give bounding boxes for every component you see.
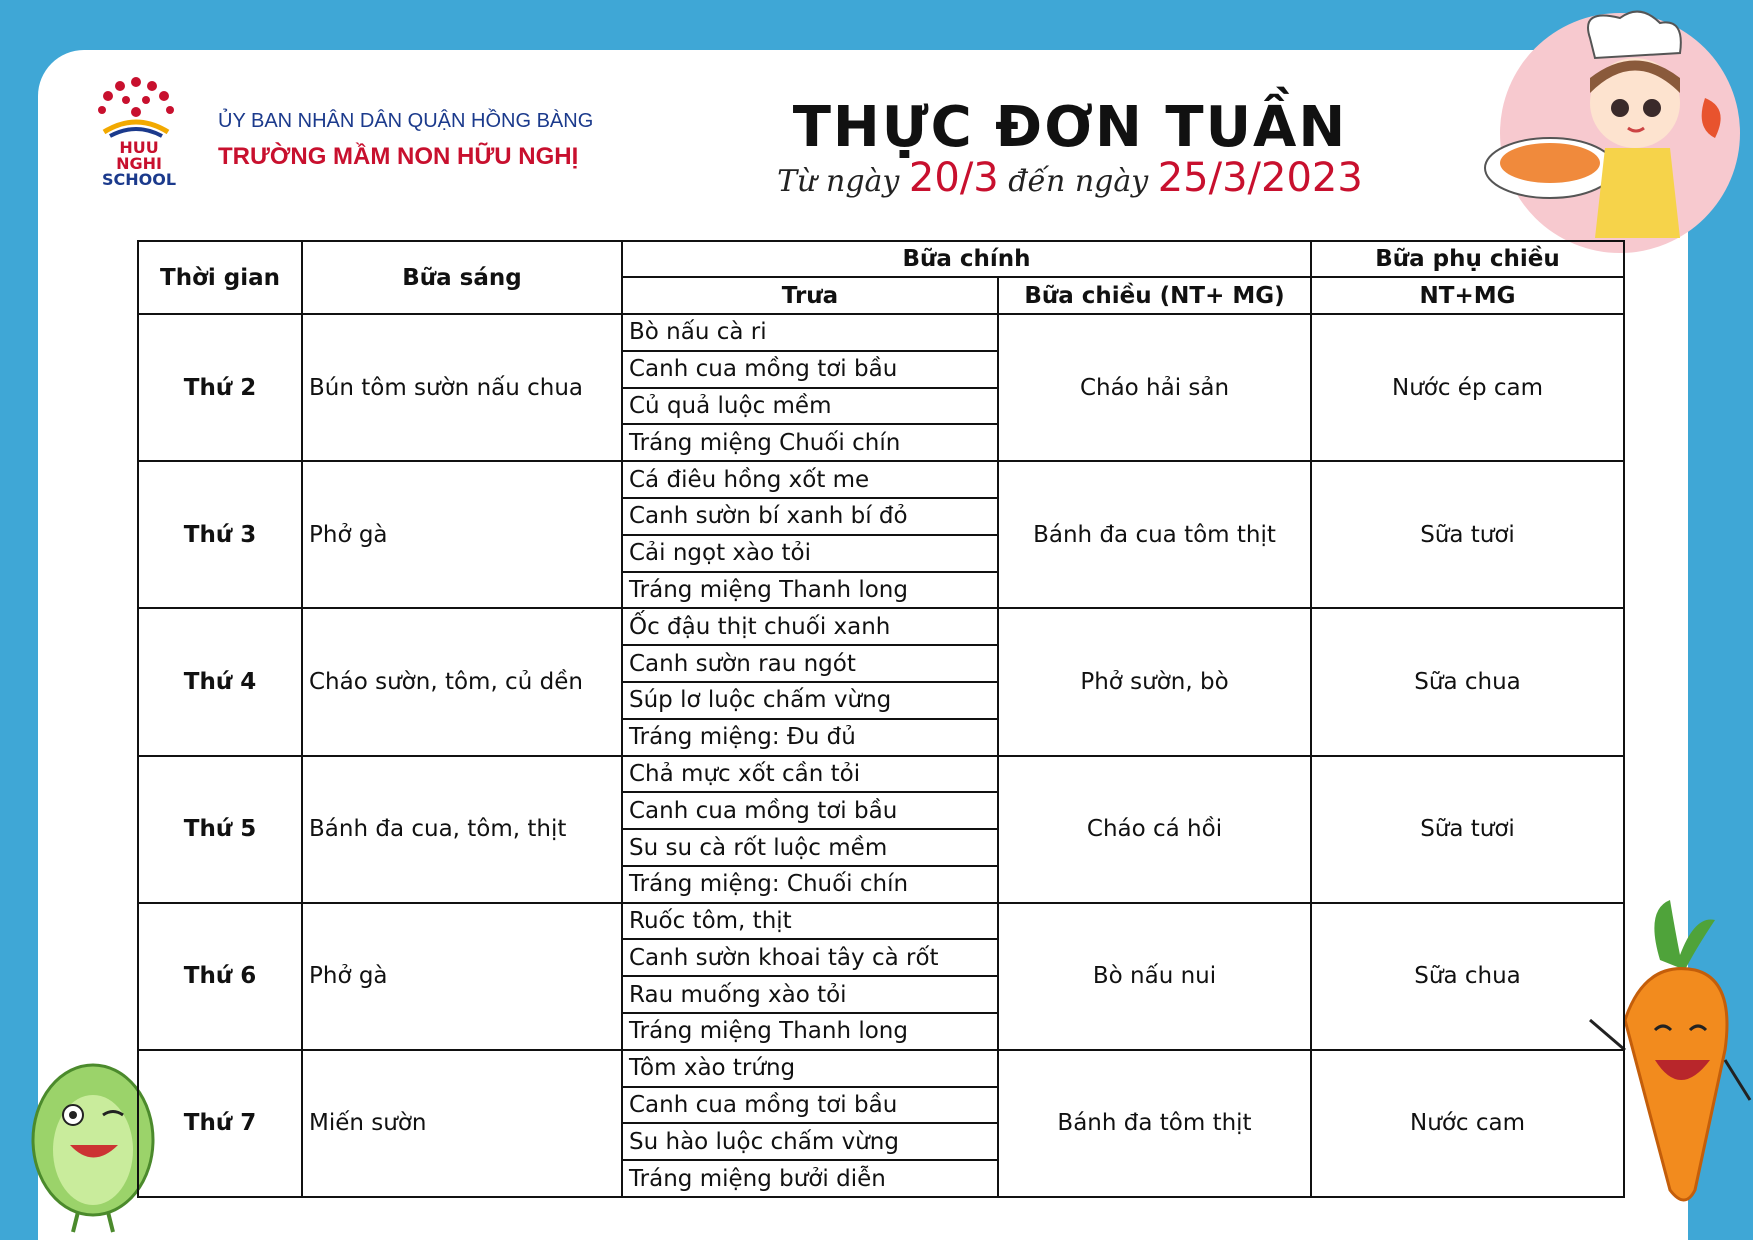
- breakfast-cell: Phở gà: [302, 903, 622, 1050]
- day-cell: Thứ 6: [138, 903, 302, 1050]
- lunch-item: Cá điêu hồng xốt me: [623, 462, 997, 499]
- date-to: 25/3/2023: [1157, 155, 1363, 201]
- snack-cell: Nước ép cam: [1311, 314, 1624, 461]
- lunch-list: [623, 462, 997, 607]
- menu-table: [137, 240, 1625, 1198]
- lunch-item: Canh sườn bí xanh bí đỏ: [623, 499, 997, 536]
- header-lunch: Trưa: [622, 277, 998, 314]
- org-line1: ỦY BAN NHÂN DÂN QUẬN HỒNG BÀNG: [218, 110, 594, 132]
- lunch-item: Tráng miệng: Đu đủ: [629, 724, 856, 751]
- lunch-cell: [622, 756, 998, 903]
- date-from: 20/3: [908, 155, 999, 201]
- header-afternoon: Bữa chiều (NT+ MG): [998, 277, 1311, 314]
- lunch-item: Tráng miệng: Chuối chín: [629, 871, 909, 898]
- page-title: THỰC ĐƠN TUẦN: [792, 95, 1348, 160]
- lunch-item: Canh sườn khoai tây cà rốt: [623, 940, 997, 977]
- table-row: [138, 461, 1624, 608]
- lunch-item: Canh sườn rau ngót: [623, 646, 997, 683]
- lunch-item: Ruốc tôm, thịt: [623, 904, 997, 941]
- afternoon-cell: Bò nấu nui: [998, 903, 1311, 1050]
- logo-line2: SCHOOL: [101, 170, 177, 189]
- lunch-item: Su hào luộc chấm vừng: [623, 1124, 997, 1161]
- header-time: Thời gian: [138, 241, 302, 314]
- snack-cell: Sữa chua: [1311, 608, 1624, 755]
- lunch-item: Chả mực xốt cần tỏi: [623, 757, 997, 794]
- lunch-item: Tráng miệng Thanh long: [629, 1018, 908, 1045]
- table-row: [138, 903, 1624, 1050]
- header-main-meal: Bữa chính: [622, 241, 1311, 277]
- lunch-item: Tôm xào trứng: [623, 1051, 997, 1088]
- lunch-item: Cải ngọt xào tỏi: [623, 536, 997, 573]
- lunch-item: Tráng miệng Chuối chín: [629, 429, 901, 456]
- afternoon-cell: Cháo cá hồi: [998, 756, 1311, 903]
- breakfast-cell: Miến sườn: [302, 1050, 622, 1197]
- snack-cell: Sữa chua: [1311, 903, 1624, 1050]
- subtitle-from: Từ ngày: [777, 164, 900, 199]
- lunch-item: Canh cua mồng tơi bầu: [623, 793, 997, 830]
- header-breakfast: Bữa sáng: [302, 241, 622, 314]
- date-range: [740, 155, 1400, 201]
- afternoon-cell: Phở sườn, bò: [998, 608, 1311, 755]
- lunch-cell: [622, 461, 998, 608]
- breakfast-cell: Bún tôm sườn nấu chua: [302, 314, 622, 461]
- chef-girl-illustration: [1470, 8, 1750, 270]
- snack-cell: Nước cam: [1311, 1050, 1624, 1197]
- lunch-item: Canh cua mồng tơi bầu: [623, 1088, 997, 1125]
- snack-cell: Sữa tươi: [1311, 756, 1624, 903]
- breakfast-cell: Cháo sườn, tôm, củ dền: [302, 608, 622, 755]
- lunch-item: Súp lơ luộc chấm vừng: [623, 683, 997, 720]
- subtitle-to: đến ngày: [1008, 164, 1149, 199]
- day-cell: Thứ 7: [138, 1050, 302, 1197]
- lunch-cell: [622, 314, 998, 461]
- lunch-item: Tráng miệng bưởi diễn: [629, 1165, 886, 1192]
- logo-text: [96, 140, 182, 188]
- afternoon-cell: Bánh đa cua tôm thịt: [998, 461, 1311, 608]
- lunch-list: [623, 904, 997, 1049]
- lunch-item: Su su cà rốt luộc mềm: [623, 830, 997, 867]
- table-row: [138, 314, 1624, 461]
- lunch-list: [623, 609, 997, 754]
- day-cell: Thứ 4: [138, 608, 302, 755]
- lunch-item: Ốc đậu thịt chuối xanh: [623, 609, 997, 646]
- lunch-item: Tráng miệng Thanh long: [629, 577, 908, 603]
- lunch-item: Canh cua mồng tơi bầu: [623, 352, 997, 389]
- lunch-cell: [622, 1050, 998, 1197]
- header-snack: Bữa phụ chiều: [1311, 241, 1624, 277]
- afternoon-cell: Bánh đa tôm thịt: [998, 1050, 1311, 1197]
- lunch-list: [623, 1051, 997, 1196]
- lunch-cell: [622, 608, 998, 755]
- afternoon-cell: Cháo hải sản: [998, 314, 1311, 461]
- table-row: [138, 608, 1624, 755]
- lunch-list: [623, 315, 997, 460]
- day-cell: Thứ 5: [138, 756, 302, 903]
- lunch-cell: [622, 903, 998, 1050]
- breakfast-cell: Bánh đa cua, tôm, thịt: [302, 756, 622, 903]
- lunch-item: Củ quả luộc mềm: [623, 389, 997, 426]
- menu-body: [138, 314, 1624, 1197]
- table-row: [138, 1050, 1624, 1197]
- breakfast-cell: Phở gà: [302, 461, 622, 608]
- header-snack-sub: NT+MG: [1311, 277, 1624, 314]
- day-cell: Thứ 2: [138, 314, 302, 461]
- day-cell: Thứ 3: [138, 461, 302, 608]
- logo-line1: HUU NGHI: [116, 138, 162, 173]
- lunch-item: Rau muống xào tỏi: [623, 977, 997, 1014]
- snack-cell: Sữa tươi: [1311, 461, 1624, 608]
- lunch-item: Bò nấu cà ri: [623, 315, 997, 352]
- lunch-list: [623, 757, 997, 902]
- org-line2: TRƯỜNG MẦM NON HỮU NGHỊ: [218, 143, 579, 170]
- table-row: [138, 756, 1624, 903]
